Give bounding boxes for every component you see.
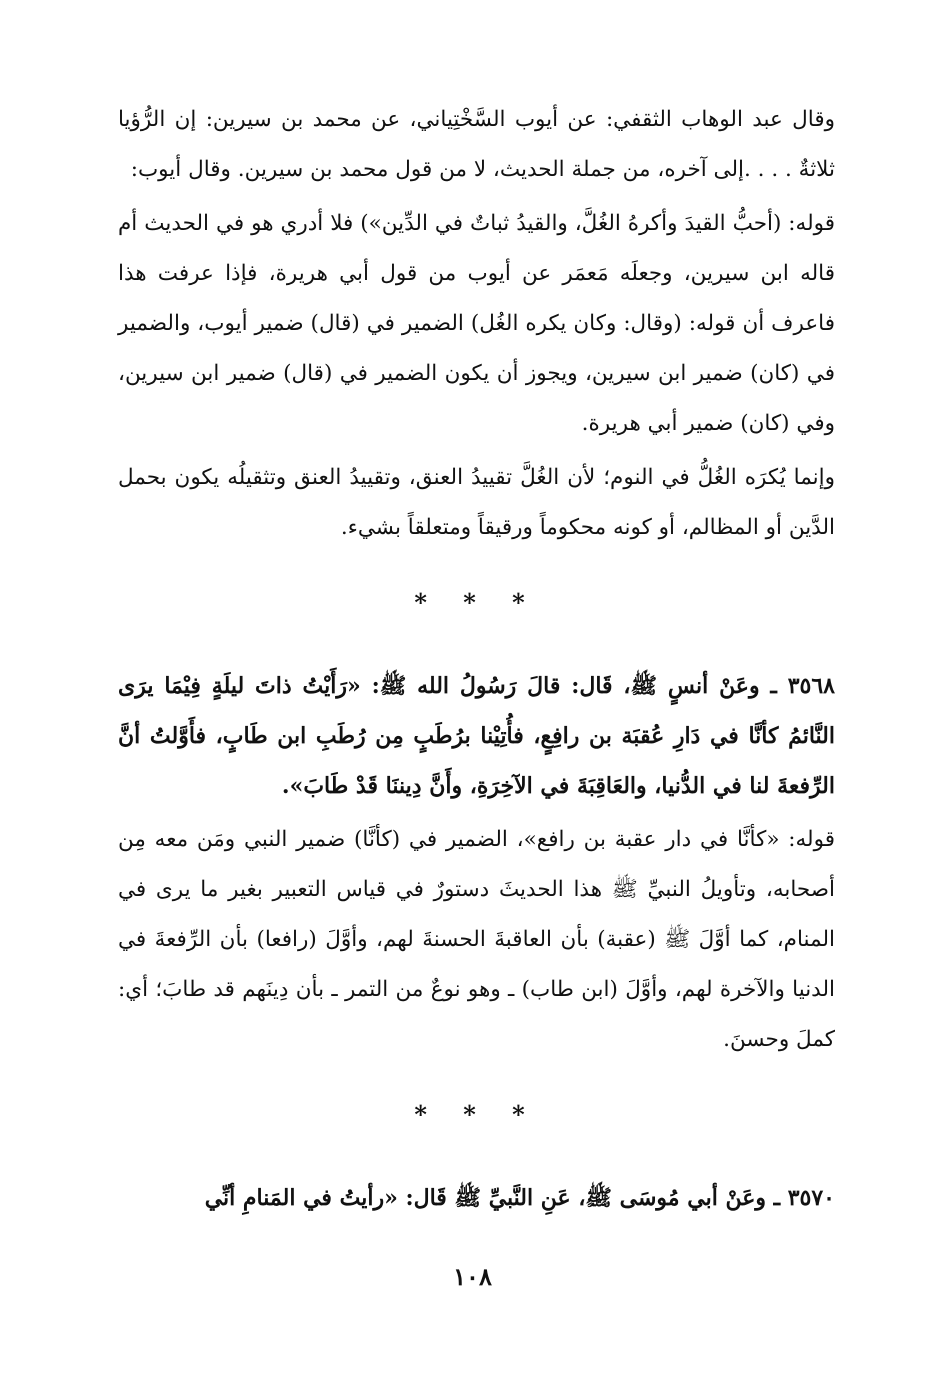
page-body [118, 95, 835, 1223]
section-separator: * * * [414, 588, 539, 617]
page-number: ١٠٨ [453, 1262, 492, 1291]
hadith-3568: ٣٥٦٨ ـ وعَنْ أنسٍ ﷺ، قَال: قالَ رَسُولُ الله ﷺ: «رَأَيْتُ ذاتَ ليلَةٍ فِيْمَا يرَى النَّائمُ كأنَّا في دَارِ عُقبَة بن رافِعٍ، فأُتِيْنا برُطَبٍ مِن رُطَبِ ابن طَابٍ، فأَوَّلتُ أنَّ الرِّفعةَ لنا في الدُّنيا، والعَاقِبَةَ في الآخِرَةِ، وأَنَّ دِيننَا قَدْ طَابَ». [118, 673, 835, 799]
paragraph-commentary-1: وقال عبد الوهاب الثقفي: عن أيوب السَّخْتِياني، عن محمد بن سيرين: إن الرُّؤيا ثلاثةٌ . . . .إلى آخره، من جملة الحديث، لا من قول محمد بن سيرين. وقال أيوب: [118, 107, 835, 182]
section-separator: * * * [414, 1100, 539, 1129]
hadith-3570: ٣٥٧٠ ـ وعَنْ أبي مُوسَى ﷺ، عَنِ النَّبيِّ ﷺ قَال: «رأيتُ في المَنامِ أنِّي [204, 1185, 835, 1211]
paragraph-commentary-4: قوله: «كأنَّا في دار عقبة بن رافع»، الضمير في (كأنَّا) ضمير النبي ومَن معه مِن أصحابه، وتأويلُ النبيِّ ﷺ هذا الحديثَ دستورٌ في قياس التعبير بغير ما يرى في المنام، كما أوَّلَ ﷺ (عقبة) بأن العاقبةَ الحسنةَ لهم، وأوَّلَ (رافعا) بأن الرِّفعةَ في الدنيا والآخرة لهم، وأوَّلَ (ابن طاب) ـ وهو نوعٌ من التمر ـ بأن دِينَهم قد طابَ؛ أي: كملَ وحسنَ. [118, 827, 835, 1052]
paragraph-commentary-2: قوله: (أحبُّ القيدَ وأكرهُ الغُلَّ، والقيدُ ثباتٌ في الدِّين») فلا أدري هو في الحديث أم قاله ابن سيرين، وجعلَه مَعمَر عن أيوب من قول أبي هريرة، فإذا عرفت هذا فاعرف أن قوله: (وقال: وكان يكره الغُل) الضمير في (قال) ضمير أيوب، والضمير في (كان) ضمير ابن سيرين، ويجوز أن يكون الضمير في (قال) ضمير ابن سيرين، وفي (كان) ضمير أبي هريرة. [118, 211, 835, 436]
paragraph-commentary-3: وإنما يُكرَه الغُلُّ في النوم؛ لأن الغُلَّ تقييدُ العنق، وتقييدُ العنق وتثقيلُه يكون بحمل الدَّين أو المظالم، أو كونه محكوماً ورقيقاً ومتعلقاً بشيء. [118, 465, 835, 540]
